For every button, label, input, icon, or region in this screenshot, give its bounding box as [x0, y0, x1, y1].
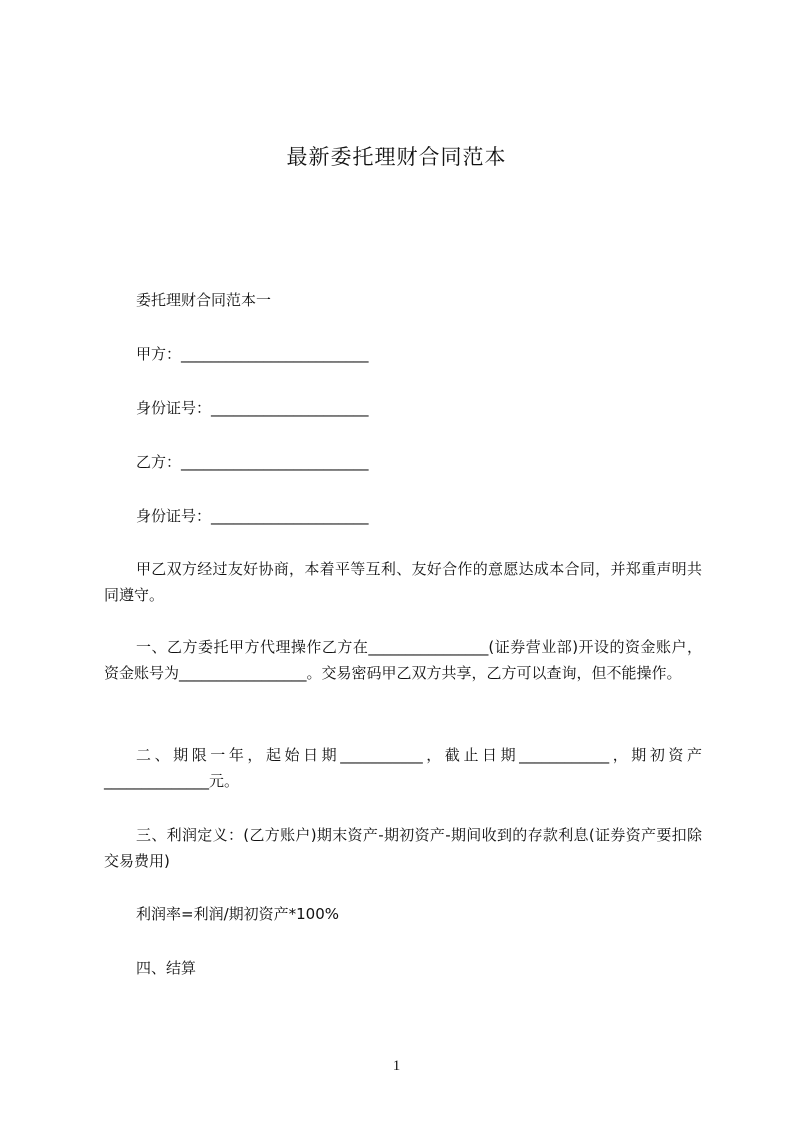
document-title: 最新委托理财合同范本: [286, 145, 507, 169]
party-b-label: 乙方：: [136, 453, 182, 471]
page-number: 1: [392, 1058, 401, 1074]
clause-4-heading: 四、结算: [136, 959, 197, 977]
clause-3-paragraph: 三、利润定义：(乙方账户)期末资产-期初资产-期间收到的存款利息(证券资产要扣除交易费用): [104, 826, 702, 870]
clause-2-paragraph: 二、期限一年，起始日期___________，截止日期____________，期初资产______________元。: [104, 746, 702, 790]
party-b-id-label: 身份证号：: [136, 507, 212, 525]
preamble-paragraph: 甲乙双方经过友好协商，本着平等互利、友好合作的意愿达成本合同，并郑重声明共同遵守。: [104, 560, 702, 604]
party-b-id-line: [136, 506, 369, 526]
profit-rate-line: 利润率=利润/期初资产*100%: [136, 905, 340, 923]
party-a-label: 甲方：: [136, 345, 182, 363]
party-a-line: [136, 344, 369, 364]
party-a-id-label: 身份证号：: [136, 399, 212, 417]
party-a-field: _________________________: [181, 345, 369, 363]
party-a-id-field: _____________________: [211, 399, 369, 417]
clause-1-paragraph: 一、乙方委托甲方代理操作乙方在________________(证券营业部)开设的资金账户，资金账号为_________________。交易密码甲乙双方共享，乙方可以查询，但不能操作。: [104, 638, 702, 682]
party-b-line: [136, 452, 369, 472]
party-b-id-field: _____________________: [211, 507, 369, 525]
party-b-field: _________________________: [181, 453, 369, 471]
party-a-id-line: [136, 398, 369, 418]
section-heading: 委托理财合同范本一: [136, 291, 272, 309]
